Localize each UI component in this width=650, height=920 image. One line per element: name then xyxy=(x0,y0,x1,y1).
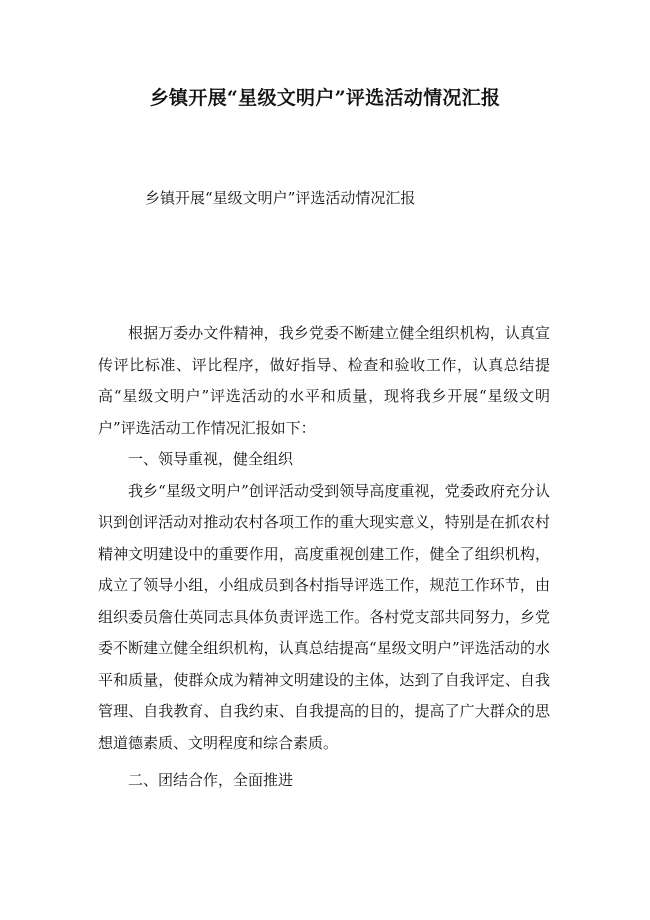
document-subtitle: 乡镇开展“星级文明户”评选活动情况汇报 xyxy=(145,189,416,207)
intro-paragraph: 根据万委办文件精神，我乡党委不断建立健全组织机构，认真宣传评比标准、评比程序，做好指导、检查和验收工作，认真总结提高“星级文明户”评选活动的水平和质量，现将我乡开展“星级文明户”评选活动工作情况汇报如下： xyxy=(98,324,550,437)
section-1-paragraph: 我乡“星级文明户”创评活动受到领导高度重视，党委政府充分认识到创评活动对推动农村各项工作的重大现实意义，特别是在抓农村精神文明建设中的重要作用，高度重视创建工作，健全了组织机构，成立了领导小组，小组成员到各村指导评选工作，规范工作环节，由组织委员詹仕英同志具体负责评选工作。各村党支部共同努力，乡党委不断建立健全组织机构，认真总结提高“星级文明户”评选活动的水平和质量，使群众成为精神文明建设的主体，达到了自我评定、自我管理、自我教育、自我约束、自我提高的目的，提高了广大群众的思想道德素质、文明程度和综合素质。 xyxy=(98,481,550,752)
document-title: 乡镇开展“星级文明户”评选活动情况汇报 xyxy=(149,87,501,109)
document-body xyxy=(98,318,550,797)
section-heading-2: 二、团结合作，全面推进 xyxy=(128,771,294,789)
section-heading-1: 一、领导重视，健全组织 xyxy=(128,450,294,468)
